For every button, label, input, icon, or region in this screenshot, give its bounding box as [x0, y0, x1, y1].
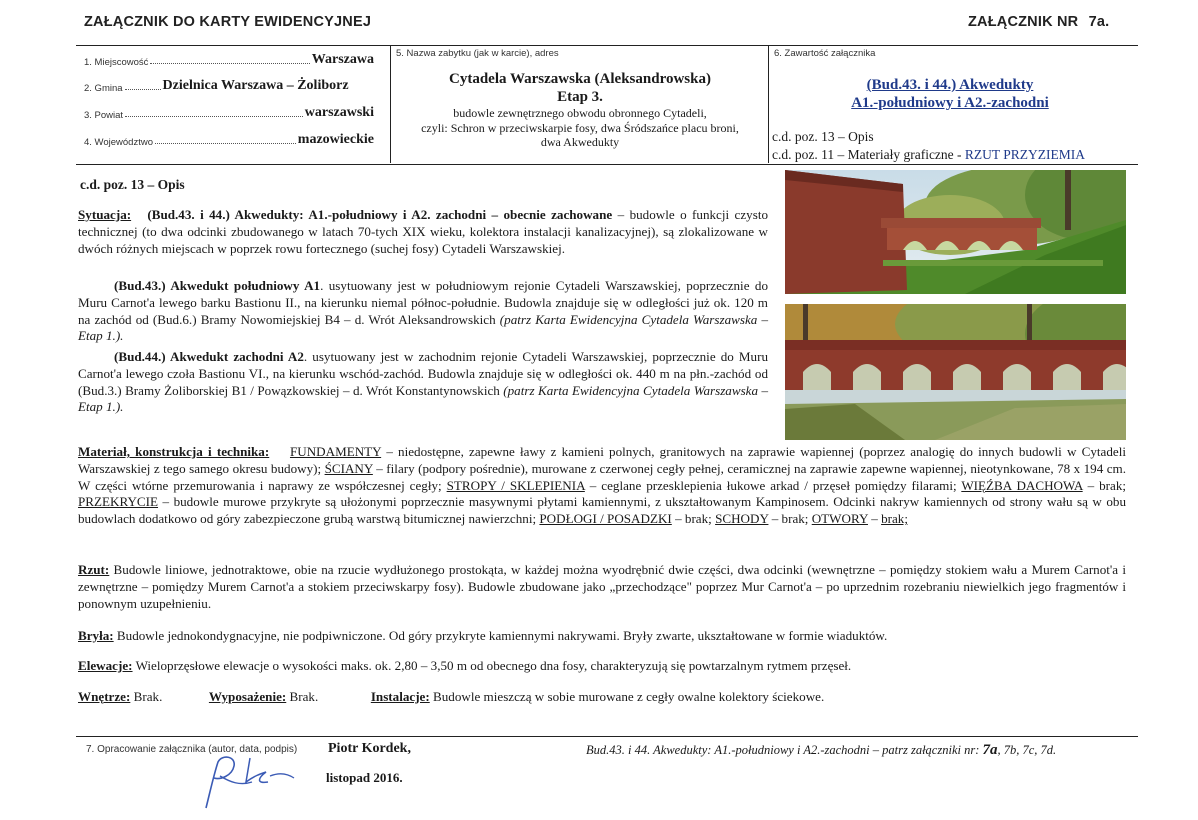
label-stropy: STROPY / SKLEPIENIA — [446, 477, 585, 493]
label-przekrycie: PRZEKRYCIE — [78, 494, 159, 510]
label-miejscowosc: 1. Miejscowość — [84, 57, 149, 68]
text-przekrycie: – budowle murowe przykryte są ułożonymi poprzecznie masywnymi płytami kamiennymi, z ukształtowanym Kampinosem. Odcinki nakryw kamiennych od strony wału są w obu budowlach dodatkowo od góry zabezpieczone grubą warstwą bitumicznej nawierzchni; — [78, 494, 1126, 527]
a1-text: . usytuowany jest w południowym rejonie Cytadeli Warszawskiej, poprzecznie do Muru Carnot'a lewego barku Bastionu II., na kierunku niemal północ-południe. Budowla znajduje się w odległości już ok. 120 m na zachód od (Bud.6.) Bramy Nowomiejskiej B4 – d. Wrót Aleksandrowskich — [78, 278, 768, 327]
row-powiat — [84, 101, 374, 121]
heading-elewacje: Elewacje: — [78, 658, 133, 673]
footer-reference — [586, 742, 1056, 759]
doc-title-left: ZAŁĄCZNIK DO KARTY EWIDENCYJNEJ — [84, 14, 372, 30]
label-zawartosc: 6. Zawartość załącznika — [774, 48, 876, 59]
doc-title-right — [968, 14, 1109, 30]
text-bryla: Budowle jednokondygnacyjne, nie podpiwniczone. Od góry przykryte kamiennymi nakrywami. Bryły zwarte, ukształtowane w formie wiaduktów. — [113, 628, 888, 643]
value-powiat: warszawski — [304, 105, 374, 120]
heading-wnetrze: Wnętrze: — [78, 689, 131, 704]
heading-instalacje: Instalacje: — [370, 689, 430, 704]
label-podlogi: PODŁOGI / POSADZKI — [539, 511, 672, 527]
text-otwory-end: brak; — [881, 511, 908, 527]
content-ref-2-prefix: c.d. poz. 11 – Materiały graficzne - — [772, 147, 965, 162]
text-elewacje: Wieloprzęsłowe elewacje o wysokości maks. ok. 2,80 – 3,50 m od obecnego dna fosy, charakteryzują się powtarzalnym rytmem przęseł. — [132, 658, 852, 673]
attachment-content-title — [770, 76, 1130, 112]
sytuacja-lead: (Bud.43. i 44.) Akwedukty: A1.-południowy i A2. zachodni – obecnie zachowane — [147, 207, 613, 222]
row-gmina — [84, 74, 374, 94]
aqueduct-photo-south — [785, 170, 1126, 294]
attachment-number: 7a. — [1088, 14, 1110, 30]
footer-ref-text: Bud.43. i 44. Akwedukty: A1.-południowy i A2.-zachodni – patrz załączniki nr: — [586, 743, 983, 757]
header-bottom-line — [76, 164, 1138, 165]
label-opracowanie: 7. Opracowanie załącznika (autor, data, podpis) — [86, 744, 298, 755]
text-podlogi: – brak; — [671, 511, 716, 527]
a2-lead: (Bud.44.) Akwedukt zachodni A2 — [114, 349, 304, 364]
monument-name-block — [392, 70, 768, 150]
row-miejscowosc — [84, 48, 374, 68]
paragraph-elewacje — [78, 658, 1126, 675]
content-ref-1: c.d. poz. 13 – Opis — [772, 129, 874, 144]
text-stropy: – ceglane przesklepienia łukowe arkad / przęseł pomiędzy filarami; — [584, 477, 962, 493]
label-sciany: ŚCIANY — [324, 460, 373, 476]
footer-author: Piotr Kordek, — [328, 741, 411, 756]
monument-title: Cytadela Warszawska (Aleksandrowska) — [449, 71, 711, 87]
footer-ref-rest: , 7b, 7c, 7d. — [997, 743, 1057, 757]
content-title-1: (Bud.43. i 44.) Akwedukty — [866, 77, 1034, 93]
label-schody: SCHODY — [715, 511, 769, 527]
header-divider-1 — [390, 45, 391, 163]
footer-top-line — [76, 736, 1138, 737]
text-wiezba: – brak; — [1082, 477, 1127, 493]
content-ref-2 — [772, 147, 1085, 163]
monument-line-3: dwa Akwedukty — [540, 135, 620, 149]
row-wnetrze-instalacje — [78, 689, 824, 705]
a2-reference: (patrz Karta Ewidencyjna Cytadela Warszawska – Etap 1.). — [78, 382, 769, 415]
section-title: c.d. poz. 13 – Opis — [80, 177, 185, 192]
label-powiat: 3. Powiat — [84, 110, 124, 121]
footer-date: listopad 2016. — [326, 770, 403, 785]
paragraph-material — [78, 444, 1126, 528]
header-top-line — [76, 45, 1138, 46]
text-wyposazenie: Brak. — [286, 689, 319, 704]
label-fundamenty: FUNDAMENTY — [289, 444, 382, 459]
text-wnetrze: Brak. — [130, 689, 163, 704]
heading-bryla: Bryła: — [78, 628, 114, 643]
text-instalacje: Budowle mieszczą w sobie murowane z cegły owalne kolektory ściekowe. — [429, 689, 825, 704]
content-title-2: A1.-południowy i A2.-zachodni — [851, 95, 1049, 111]
label-wojewodztwo: 4. Województwo — [84, 137, 153, 148]
aqueduct-photo-west — [785, 304, 1126, 440]
text-otwory: – — [867, 511, 882, 527]
value-wojewodztwo: mazowieckie — [297, 132, 374, 147]
label-otwory: OTWORY — [811, 511, 868, 527]
paragraph-akwedukt-a1 — [78, 278, 768, 345]
a2-text: . usytuowany jest w zachodnim rejonie Cytadeli Warszawskiej, poprzecznie do Muru Carnot'a lewego czoła Bastionu VI., na kierunku wschód-zachód. Budowla znajduje się w odległości ok. 440 m na płn.-zachód od (Bud.3.) Bramy Żoliborskiej B1 / Powązkowskiej – d. Wrót Konstantynowskich — [78, 349, 769, 398]
aqueduct-south-illustration — [785, 170, 1126, 294]
aqueduct-west-illustration — [785, 304, 1126, 440]
attachment-label: ZAŁĄCZNIK NR — [968, 14, 1079, 30]
footer-ref-bold: 7a — [982, 742, 998, 758]
heading-wyposazenie: Wyposażenie: — [208, 689, 287, 704]
text-schody: – brak; — [768, 511, 812, 527]
paragraph-akwedukt-a2 — [78, 349, 768, 416]
monument-line-1: budowle zewnętrznego obwodu obronnego Cytadeli, — [453, 106, 707, 120]
heading-rzut: Rzut: — [78, 562, 110, 577]
header-divider-2 — [768, 45, 769, 163]
label-gmina: 2. Gmina — [84, 83, 123, 94]
sytuacja-text: – budowle o funkcji czysto technicznej (to dwa odcinki zbudowanego w latach 70-tych XIX wieku, kolektora instalacji kanalizacyjnej), są zlokalizowane w dwóch różnych miejscach w poprzek rowu fortecznego (suchej fosy) Cytadeli Warszawskiej. — [78, 207, 768, 256]
a1-reference: (patrz Karta Ewidencyjna Cytadela Warszawska – Etap 1.). — [78, 311, 769, 344]
label-wiezba: WIĘŹBA DACHOWA — [961, 477, 1083, 493]
heading-material: Materiał, konstrukcja i technika: — [78, 444, 270, 459]
monument-line-2: czyli: Schron w przeciwskarpie fosy, dwa Śródszańce placu broni, — [421, 120, 739, 135]
paragraph-rzut — [78, 562, 1126, 612]
label-nazwa-zabytku: 5. Nazwa zabytku (jak w karcie), adres — [396, 48, 559, 59]
value-miejscowosc: Warszawa — [311, 52, 374, 67]
row-wojewodztwo — [84, 128, 374, 148]
paragraph-bryla — [78, 628, 1126, 645]
value-gmina: Dzielnica Warszawa – Żoliborz — [162, 78, 349, 93]
a1-lead: (Bud.43.) Akwedukt południowy A1 — [114, 278, 321, 293]
text-rzut: Budowle liniowe, jednotraktowe, obie na rzucie wydłużonego prostokąta, w każdej można wyodrębnić dwie części, dwa odcinki (wewnętrzne – pomiędzy stokiem wału a Murem Carnot'a i zewnętrzne – pomiędzy Murem Carnot'a a stokiem przeciwskarpy fosy). Budowle zbudowane jako „przechodzące" poprzez Mur Carnot'a – po uprzednim rozebraniu niewielkich jego fragmentów i ponownym uzupełnieniu. — [78, 562, 1126, 611]
text-sciany: – filary (podpory pośrednie), murowane z czerwonej cegły pełnej, ceramicznej na zaprawie zapewne wapiennej, nieotynkowane, 78 x 194 cm. W części wtórne przemurowania i naprawy ze współczesnej cegły; — [78, 460, 1126, 493]
content-ref-2-highlight: RZUT PRZYZIEMIA — [964, 147, 1086, 162]
paragraph-sytuacja — [78, 207, 768, 257]
text-fundamenty: – niedostępne, zapewne ławy z kamieni polnych, granitowych na zaprawie wapiennej (poprzez analogię do innych budowli w Cytadeli Warszawskiej z tego samego okresu budowy); — [78, 444, 1127, 476]
signature-mark — [196, 752, 306, 814]
heading-sytuacja: Sytuacja: — [78, 207, 132, 222]
monument-stage: Etap 3. — [557, 89, 603, 105]
